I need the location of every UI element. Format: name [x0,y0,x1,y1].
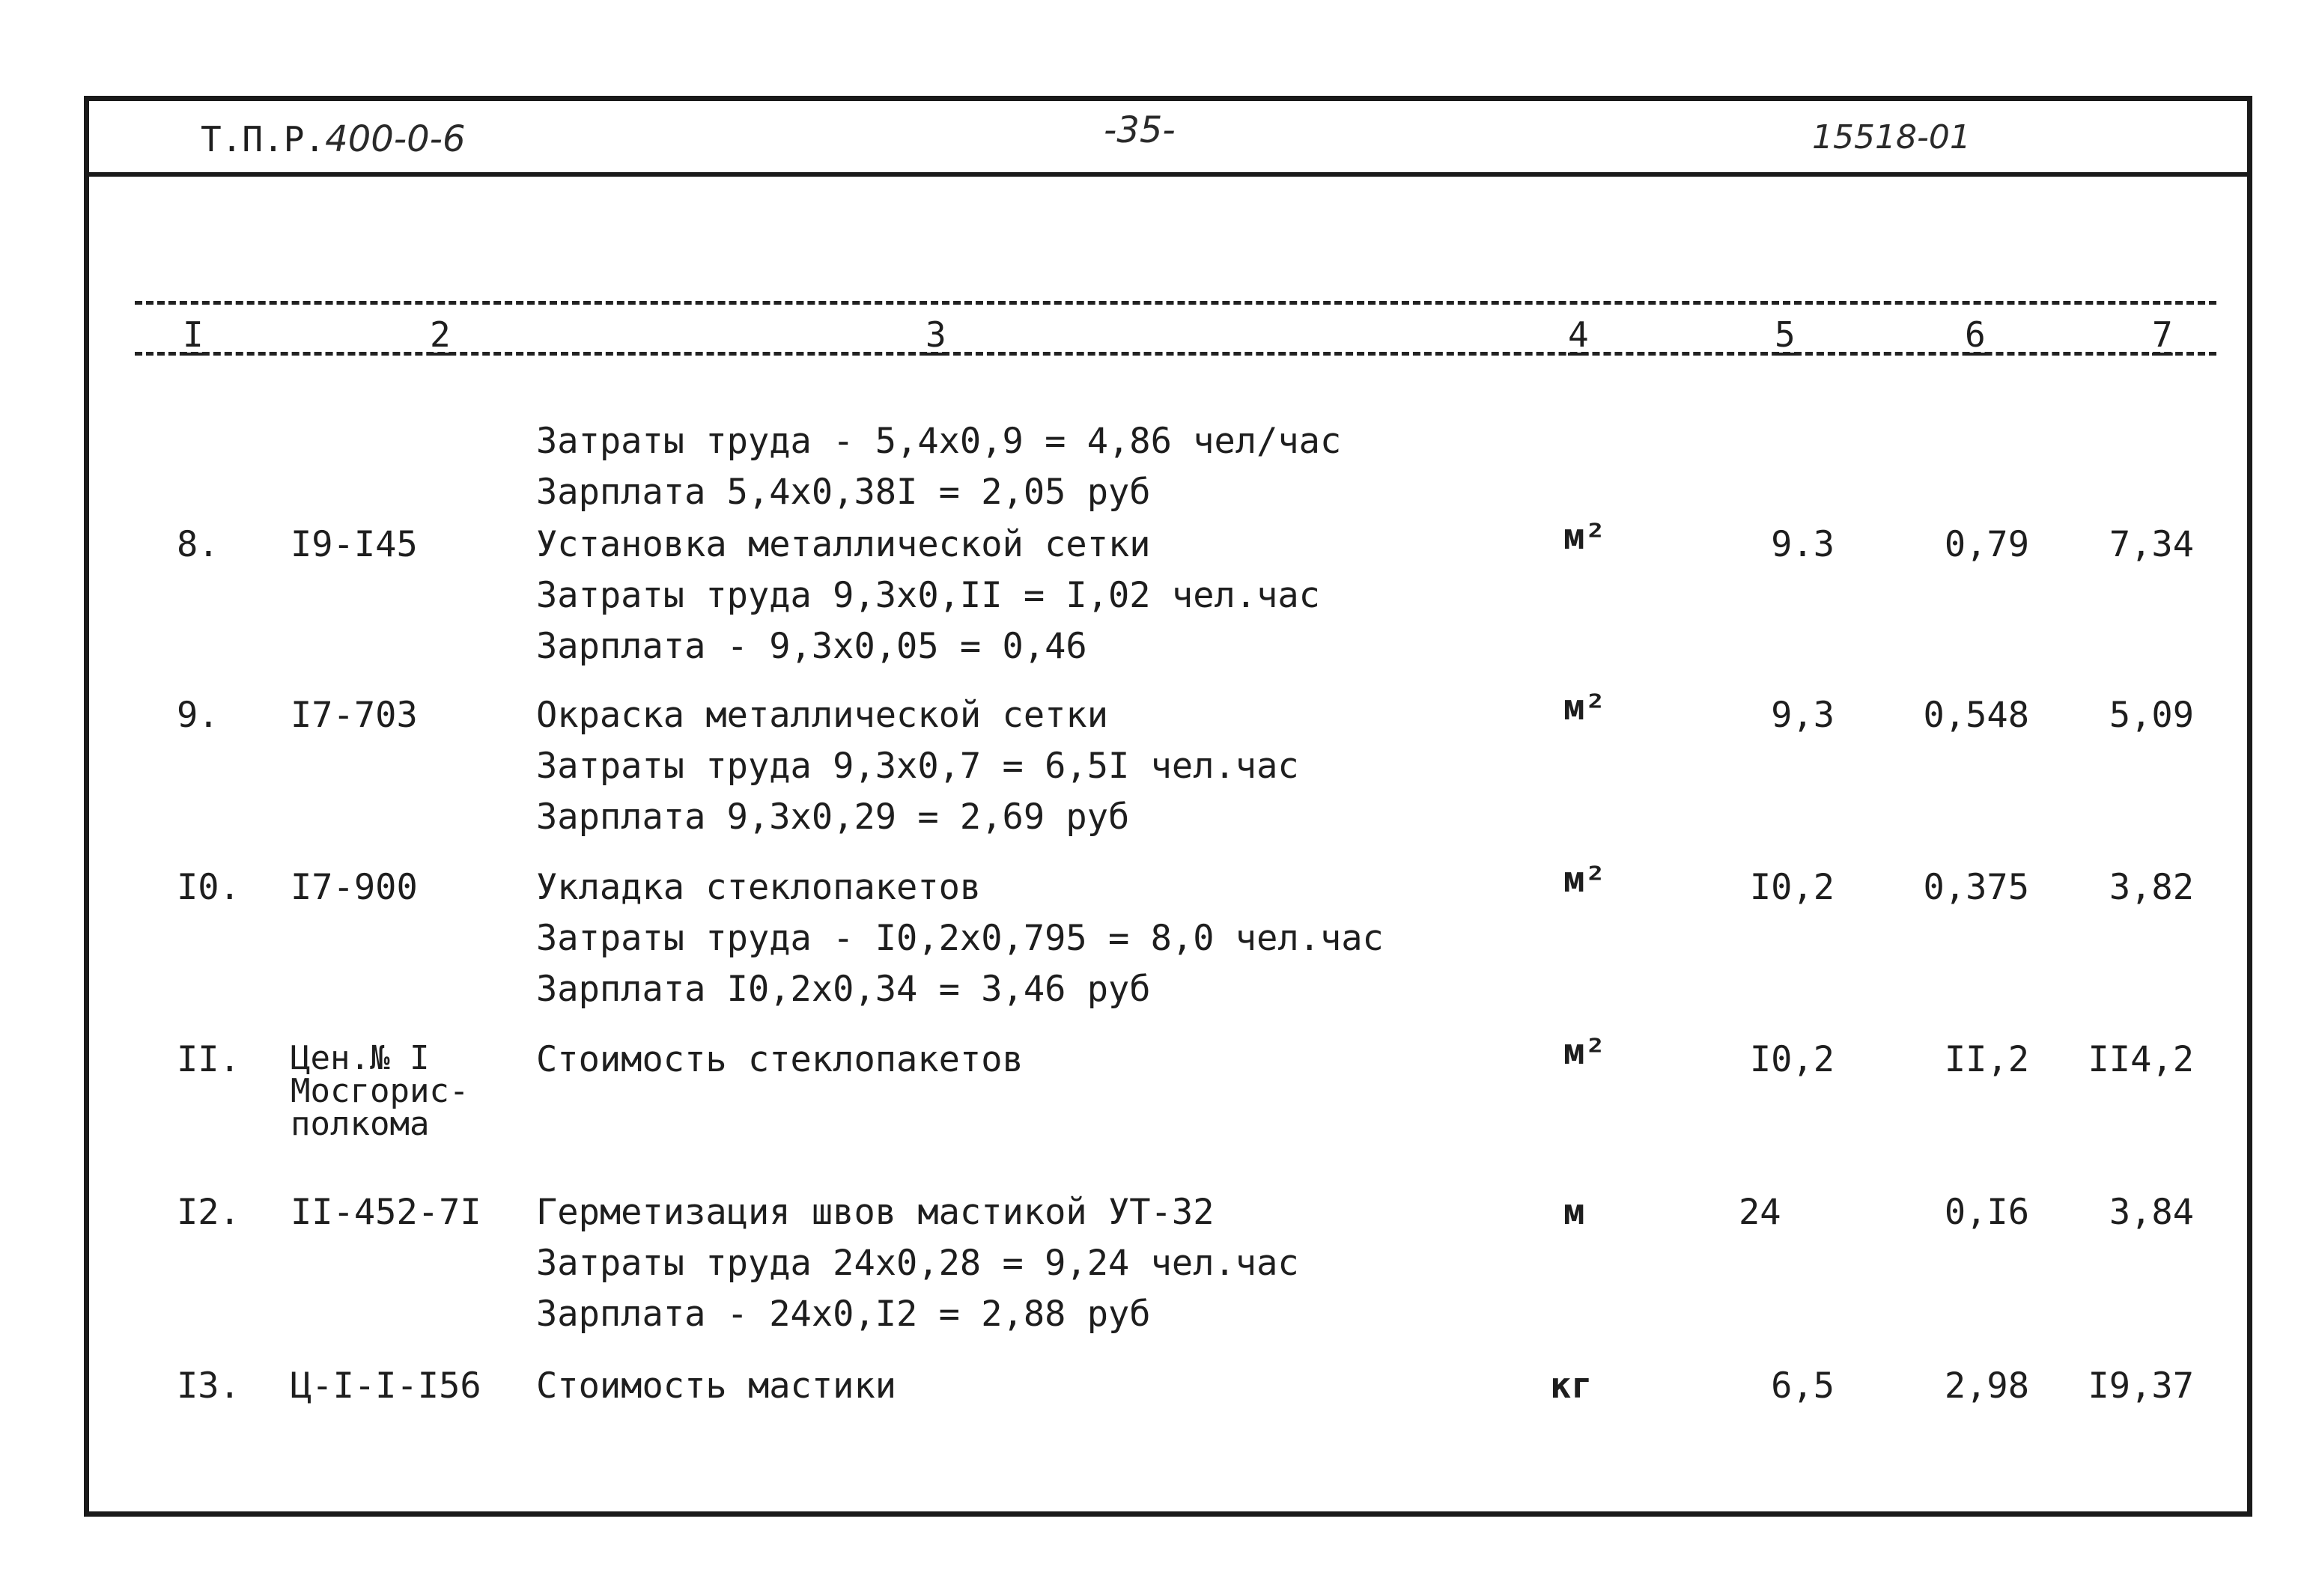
doc-code-prefix: Т.П.Р. [201,119,326,159]
row-9-line-3: Зарплата 9,3x0,29 = 2,69 руб [536,797,1130,838]
row-9-price: 0,548 [1923,695,2029,736]
row-12-unit: м [1563,1192,1585,1233]
row-13-line-1: Стоимость мастики [536,1365,897,1407]
row-13-price: 2,98 [1944,1365,2029,1407]
row-11-unit: м² [1563,1032,1606,1073]
row-12-code: II-452-7I [291,1192,481,1233]
row-8-line-3: Зарплата - 9,3x0,05 = 0,46 [536,626,1087,667]
row-12-total: 3,84 [2109,1192,2194,1233]
doc-code-handwritten: 400-0-6 [325,118,466,160]
row-13-unit: кг [1550,1365,1593,1407]
row-10-line-2: Затраты труда - I0,2x0,795 = 8,0 чел.час [536,918,1384,959]
column-header-7: 7 [2152,314,2173,355]
row-13-quantity: 6,5 [1771,1365,1835,1407]
row-9-total: 5,09 [2109,695,2194,736]
doc-code [201,118,466,160]
column-header-2: 2 [430,314,451,355]
row-12-line-2: Затраты труда 24x0,28 = 9,24 чел.час [536,1243,1299,1284]
row-11-quantity: I0,2 [1749,1039,1835,1080]
row-8-code: I9-I45 [291,524,418,565]
row-10-unit: м² [1563,859,1606,901]
row-8-line-2: Затраты труда 9,3x0,II = I,02 чел.час [536,575,1320,616]
row-11-price: II,2 [1944,1039,2029,1080]
page-number: -35- [1104,109,1176,151]
row-12-line-1: Герметизация швов мастикой УТ-32 [536,1192,1215,1233]
row-9-line-1: Окраска металлической сетки [536,695,1109,736]
row-8-number: 8. [177,524,219,565]
row-8-quantity: 9.3 [1771,524,1835,565]
row-8-line-1: Установка металлической сетки [536,524,1151,565]
row-8-total: 7,34 [2109,524,2194,565]
row-13-code: Ц-I-I-I56 [291,1365,481,1407]
row-12-number: I2. [177,1192,240,1233]
column-header-3: 3 [925,314,946,355]
column-header-5: 5 [1775,314,1796,355]
row-11-line-1: Стоимость стеклопакетов [536,1039,1024,1080]
row-0-line-1: Затраты труда - 5,4x0,9 = 4,86 чел/час [536,421,1342,462]
row-8-unit: м² [1563,517,1606,558]
row-13-total: I9,37 [2088,1365,2194,1407]
page-frame [84,96,2252,1517]
row-10-quantity: I0,2 [1749,867,1835,908]
row-11-code: Цен.№ I Мосгорис-полкома [291,1039,469,1143]
row-12-price: 0,I6 [1944,1192,2029,1233]
row-9-unit: м² [1563,687,1606,728]
row-9-line-2: Затраты труда 9,3x0,7 = 6,5I чел.час [536,746,1299,787]
sheet-code: 15518-01 [1812,118,1971,156]
header-divider [84,172,2252,177]
row-10-code: I7-900 [291,867,418,908]
row-12-line-3: Зарплата - 24x0,I2 = 2,88 руб [536,1294,1151,1335]
column-header-4: 4 [1568,314,1589,355]
row-10-line-1: Укладка стеклопакетов [536,867,982,908]
column-header-6: 6 [1965,314,1986,355]
row-0-line-2: Зарплата 5,4x0,38I = 2,05 руб [536,472,1151,513]
column-header-1: I [183,314,204,355]
row-10-line-3: Зарплата I0,2x0,34 = 3,46 руб [536,969,1151,1010]
row-9-number: 9. [177,695,219,736]
row-10-price: 0,375 [1923,867,2029,908]
row-11-total: II4,2 [2088,1039,2194,1080]
row-10-number: I0. [177,867,240,908]
row-11-number: II. [177,1039,240,1080]
row-13-number: I3. [177,1365,240,1407]
row-8-price: 0,79 [1944,524,2029,565]
table-header-top-rule [135,301,2216,305]
row-9-quantity: 9,3 [1771,695,1835,736]
row-12-quantity: 24 [1739,1192,1781,1233]
row-10-total: 3,82 [2109,867,2194,908]
row-9-code: I7-703 [291,695,418,736]
